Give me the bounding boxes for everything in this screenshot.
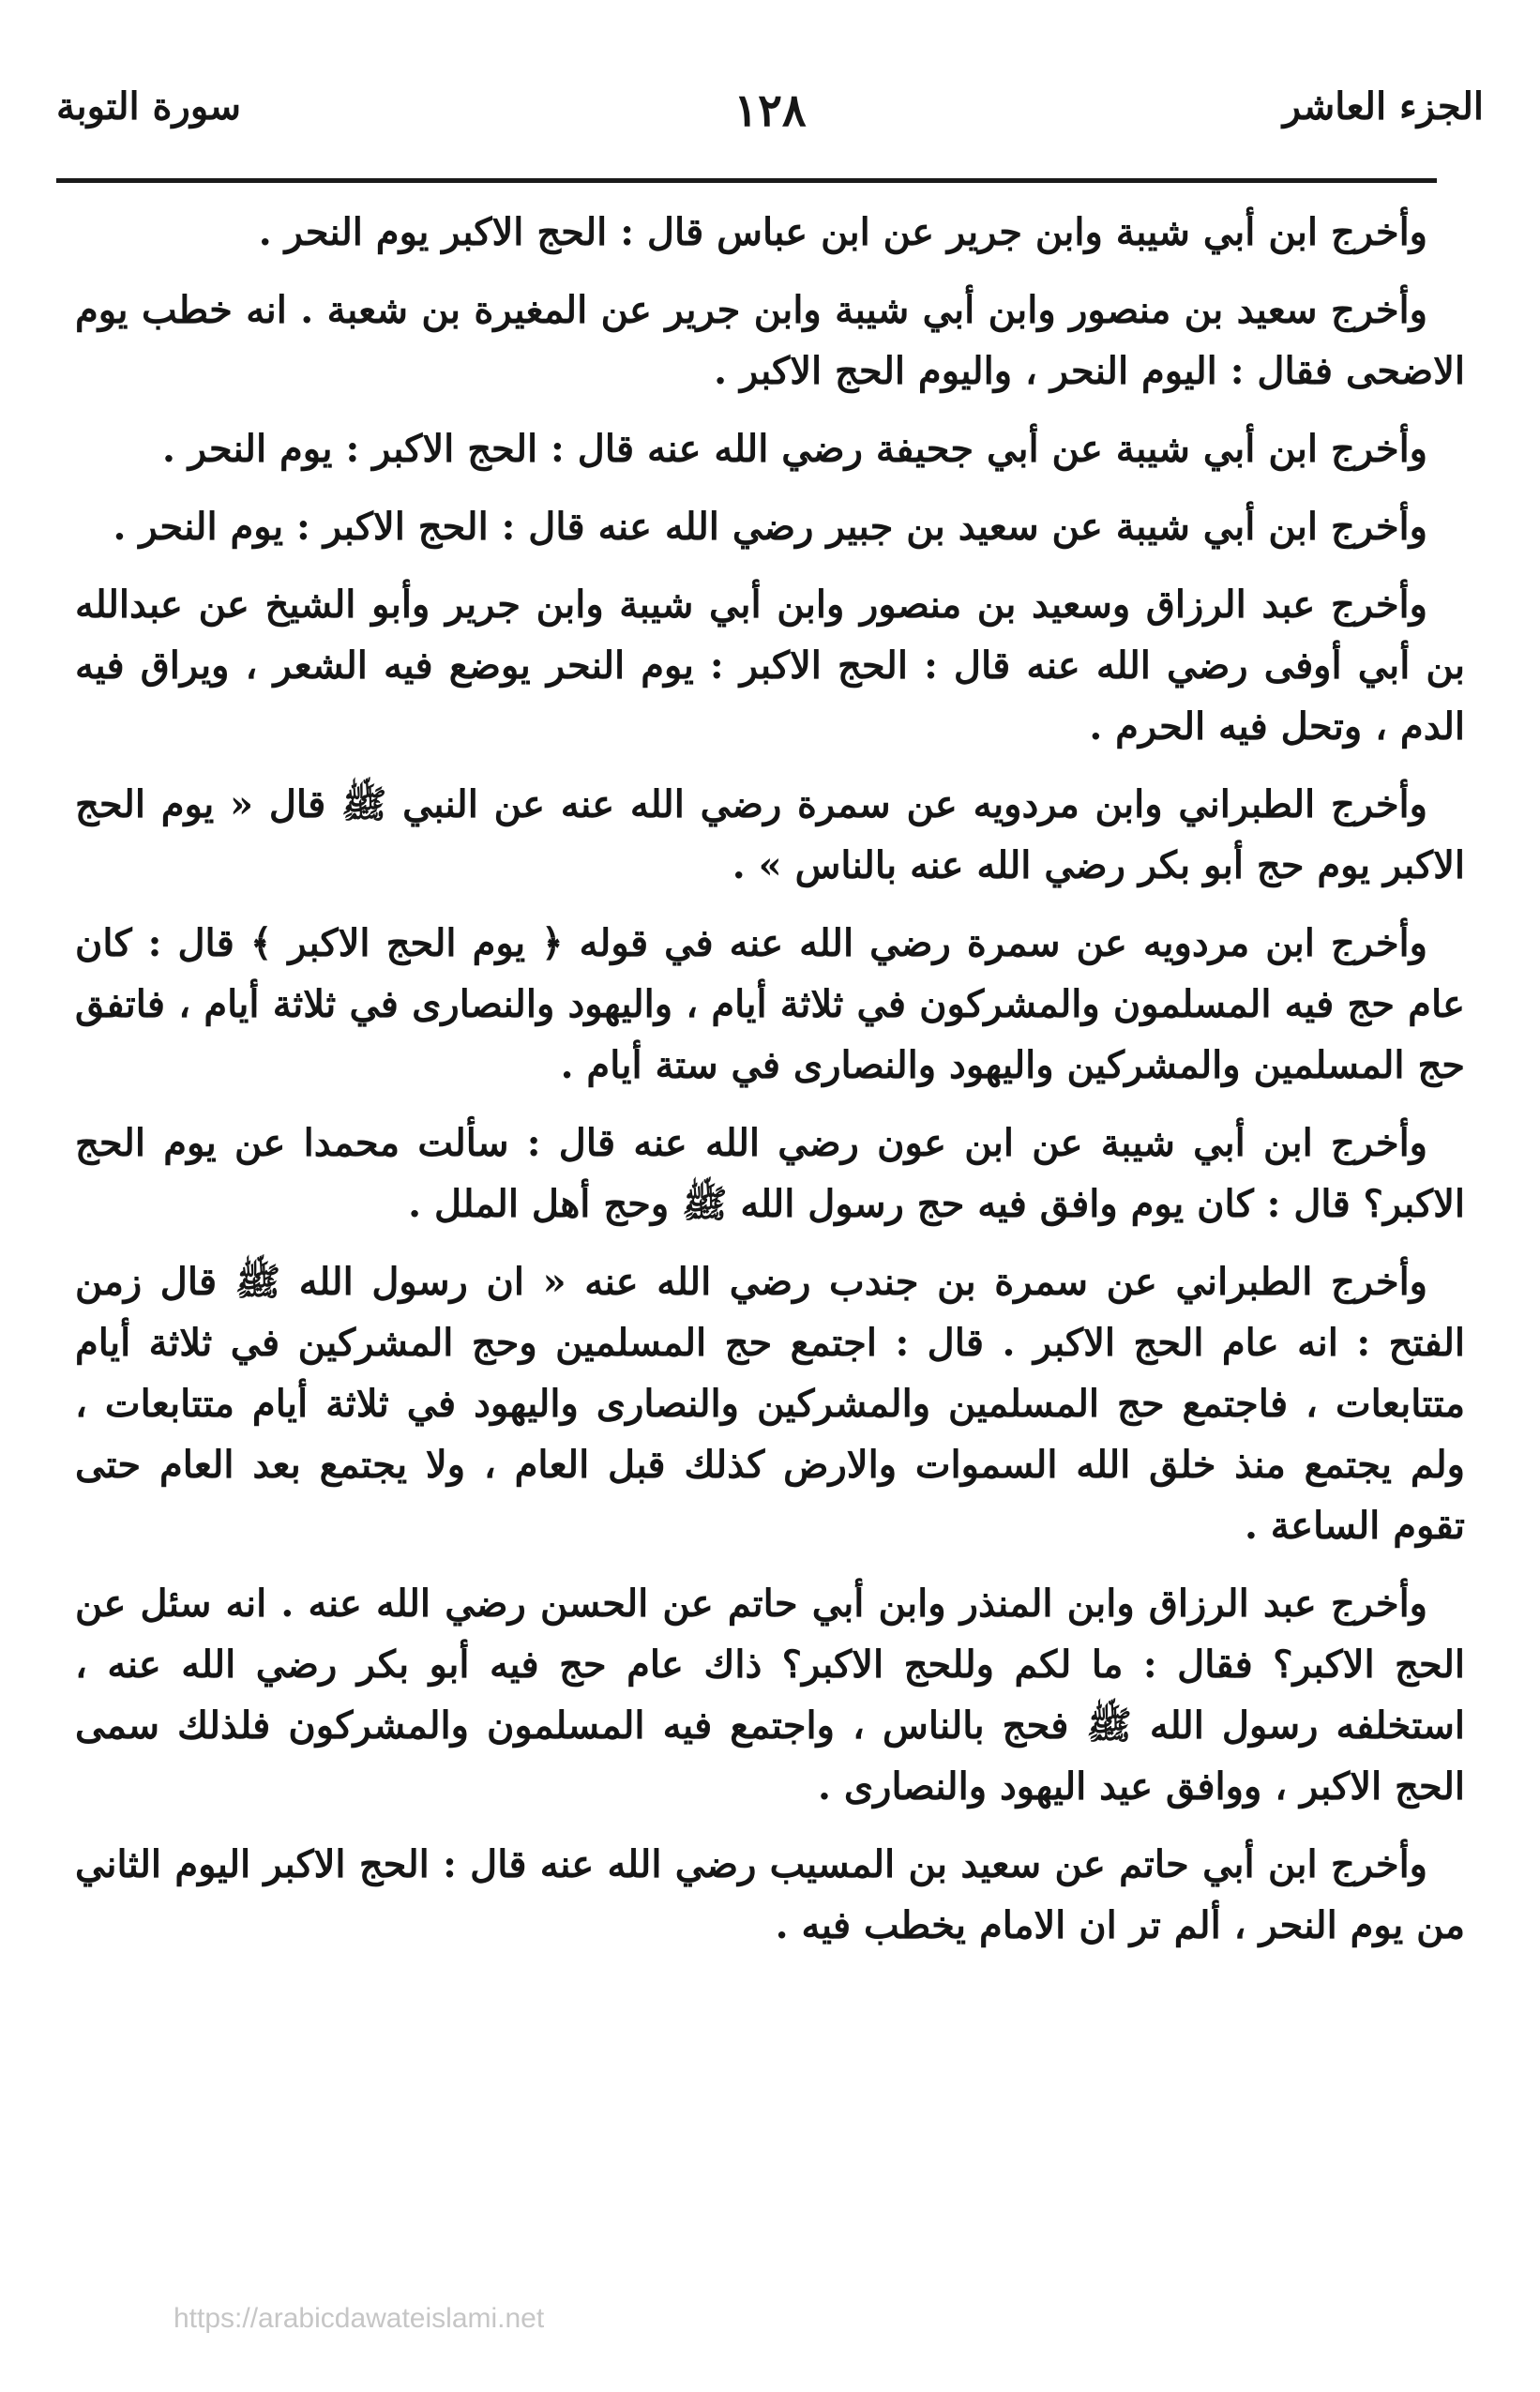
page-body [75,202,1465,1973]
paragraph-9: وأخرج الطبراني عن سمرة بن جندب رضي الله عنه « ان رسول الله ﷺ قال زمن الفتح : انه عام الحج الاكبر . قال : اجتمع حج المسلمين وحج المشركين في ثلاثة أيام متتابعات ، فاجتمع حج المسلمين والمشركين والنصارى واليهود في ثلاثة أيام متتابعات ، ولم يجتمع منذ خلق الله السموات والارض كذلك قبل العام ، ولا يجتمع بعد العام حتى تقوم الساعة . [75,1260,1465,1548]
paragraph-5: وأخرج عبد الرزاق وسعيد بن منصور وابن أبي شيبة وابن جرير وأبو الشيخ عن عبدالله بن أبي أوفى رضي الله عنه قال : الحج الاكبر : يوم النحر يوضع فيه الشعر ، ويراق فيه الدم ، وتحل فيه الحرم . [75,583,1465,749]
paragraph-6: وأخرج الطبراني وابن مردويه عن سمرة رضي الله عنه عن النبي ﷺ قال « يوم الحج الاكبر يوم حج أبو بكر رضي الله عنه بالناس » . [75,782,1465,887]
page-number: ١٢٨ [733,84,807,137]
paragraph-3: وأخرج ابن أبي شيبة عن أبي جحيفة رضي الله عنه قال : الحج الاكبر : يوم النحر . [161,427,1427,471]
paragraph-1: وأخرج ابن أبي شيبة وابن جرير عن ابن عباس قال : الحج الاكبر يوم النحر . [258,210,1427,254]
part-title: الجزء العاشر [1282,84,1484,129]
header-rule [56,178,1437,183]
paragraph-8: وأخرج ابن أبي شيبة عن ابن عون رضي الله عنه قال : سألت محمدا عن يوم الحج الاكبر؟ قال : كان يوم وافق فيه حج رسول الله ﷺ وحج أهل الملل . [75,1121,1465,1226]
surah-title: سورة التوبة [56,84,241,129]
paragraph-4: وأخرج ابن أبي شيبة عن سعيد بن جبير رضي الله عنه قال : الحج الاكبر : يوم النحر . [113,505,1427,549]
watermark-url: https://arabicdawateislami.net [174,2303,545,2334]
paragraph-7: وأخرج ابن مردويه عن سمرة رضي الله عنه في قوله ﴿ يوم الحج الاكبر ﴾ قال : كان عام حج فيه المسلمون والمشركون في ثلاثة أيام ، واليهود والنصارى في ثلاثة أيام ، فاتفق حج المسلمين والمشركين واليهود والنصارى في ستة أيام . [75,921,1465,1087]
paragraph-2: وأخرج سعيد بن منصور وابن أبي شيبة وابن جرير عن المغيرة بن شعبة . انه خطب يوم الاضحى فقال : اليوم النحر ، واليوم الحج الاكبر . [75,288,1465,393]
paragraph-10: وأخرج عبد الرزاق وابن المنذر وابن أبي حاتم عن الحسن رضي الله عنه . انه سئل عن الحج الاكبر؟ فقال : ما لكم وللحج الاكبر؟ ذاك عام حج فيه أبو بكر رضي الله عنه ، استخلفه رسول الله ﷺ فحج بالناس ، واجتمع فيه المسلمون والمشركون فلذلك سمى الحج الاكبر ، ووافق عيد اليهود والنصارى . [75,1582,1465,1809]
page-header [56,84,1484,159]
paragraph-11: وأخرج ابن أبي حاتم عن سعيد بن المسيب رضي الله عنه قال : الحج الاكبر اليوم الثاني من يوم النحر ، ألم تر ان الامام يخطب فيه . [75,1842,1465,1947]
